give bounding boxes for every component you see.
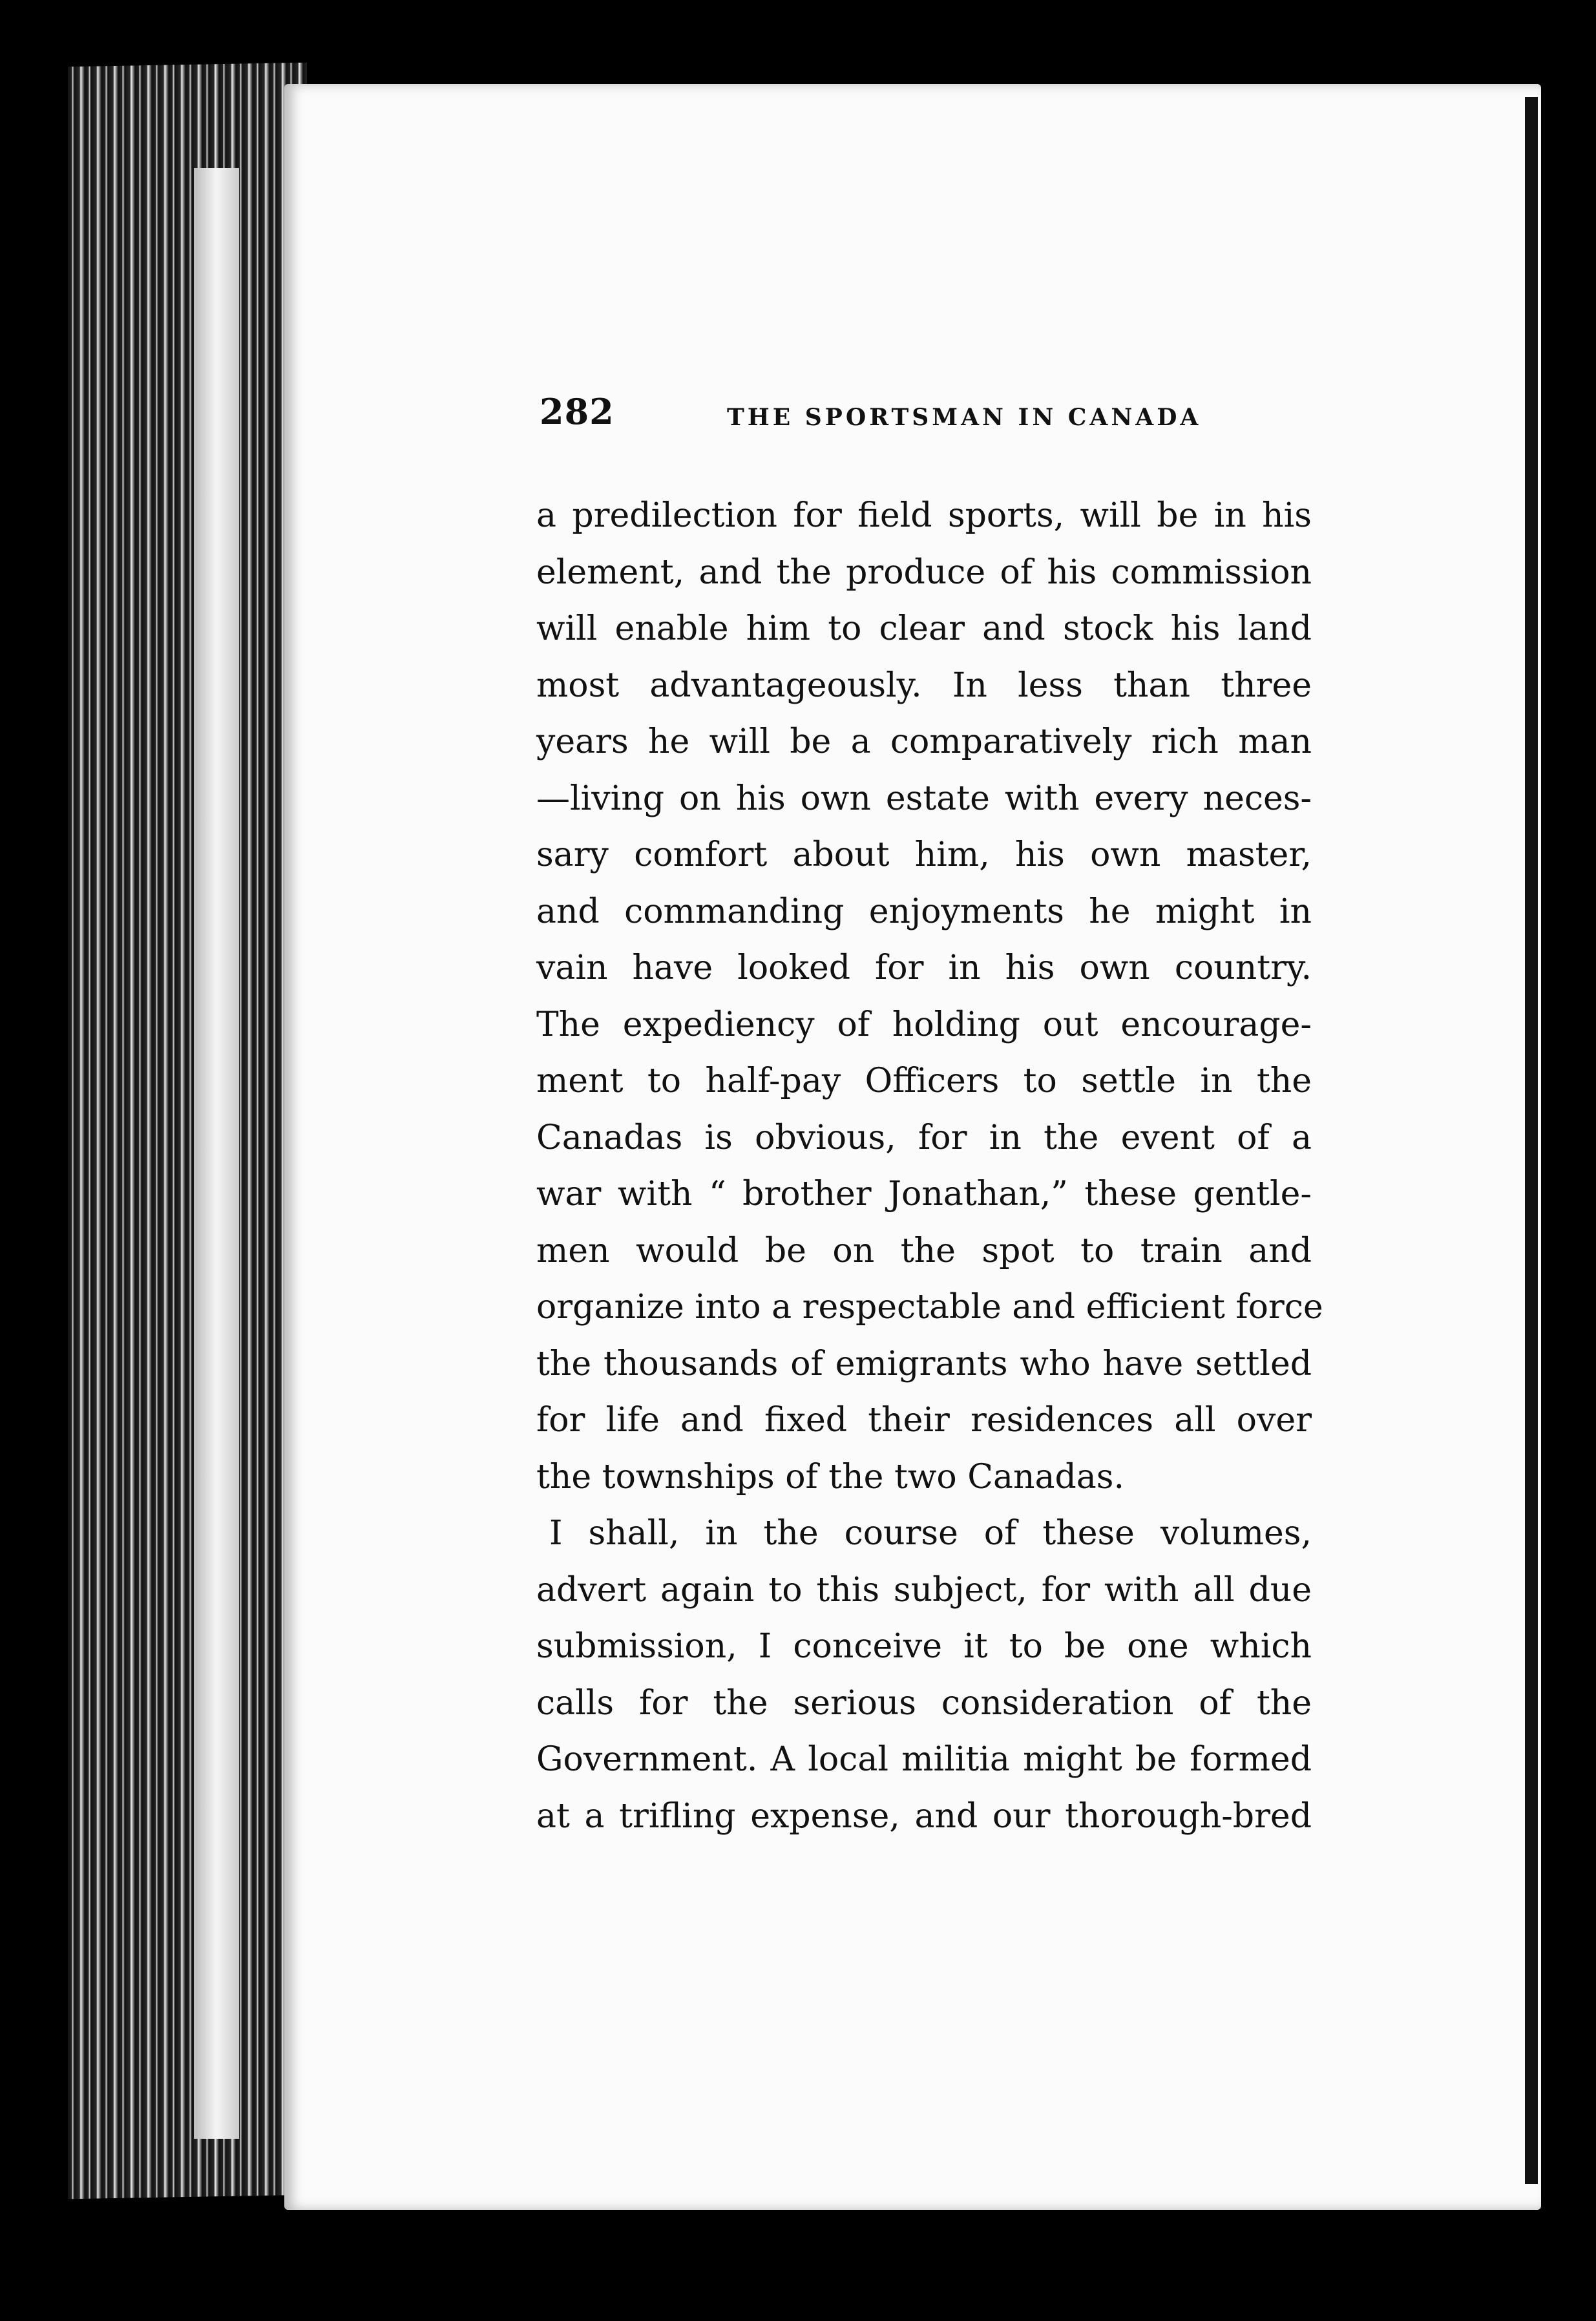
text-line: the thousands of emigrants who have settled <box>536 1344 1312 1383</box>
text-line: —living on his own estate with every neces- <box>536 779 1312 818</box>
text-line: calls for the serious consideration of the <box>536 1683 1312 1723</box>
text-line: at a trifling expense, and our thorough-bred <box>536 1796 1312 1836</box>
text-line: advert again to this subject, for with all due <box>536 1570 1312 1610</box>
text-line: organize into a respectable and efficient force <box>536 1288 1323 1327</box>
text-line: submission, I conceive it to be one which <box>536 1627 1312 1666</box>
text-line: Canadas is obvious, for in the event of a <box>536 1118 1312 1157</box>
text-line: The expediency of holding out encourage- <box>536 1005 1312 1044</box>
text-line: element, and the produce of his commission <box>536 552 1312 592</box>
text-line: men would be on the spot to train and <box>536 1231 1312 1270</box>
text-line: and commanding enjoyments he might in <box>536 892 1312 931</box>
text-line: for life and fixed their residences all over <box>536 1401 1312 1440</box>
facing-page-edge <box>1525 97 1538 2184</box>
page-number: 282 <box>540 391 614 432</box>
text-line: years he will be a comparatively rich man <box>536 722 1312 761</box>
text-line: vain have looked for in his own country. <box>536 949 1312 987</box>
text-line: Government. A local militia might be formed <box>536 1740 1312 1779</box>
text-line: will enable him to clear and stock his land <box>536 609 1312 648</box>
body-text <box>536 488 1323 1845</box>
book-fore-edge <box>68 63 307 2199</box>
text-line: war with “ brother Jonathan,” these gentle- <box>536 1175 1312 1213</box>
running-head <box>540 391 1315 436</box>
page-edge-highlight <box>194 168 239 2139</box>
text-line: I shall, in the course of these volumes, <box>549 1514 1312 1553</box>
text-line: ment to half-pay Officers to settle in the <box>536 1062 1312 1100</box>
text-line: a predilection for field sports, will be in his <box>536 496 1312 535</box>
text-line: the townships of the two Canadas. <box>536 1457 1124 1497</box>
text-line: most advantageously. In less than three <box>536 666 1312 705</box>
text-line: sary comfort about him, his own master, <box>536 835 1312 874</box>
running-title: THE SPORTSMAN IN CANADA <box>727 404 1202 431</box>
